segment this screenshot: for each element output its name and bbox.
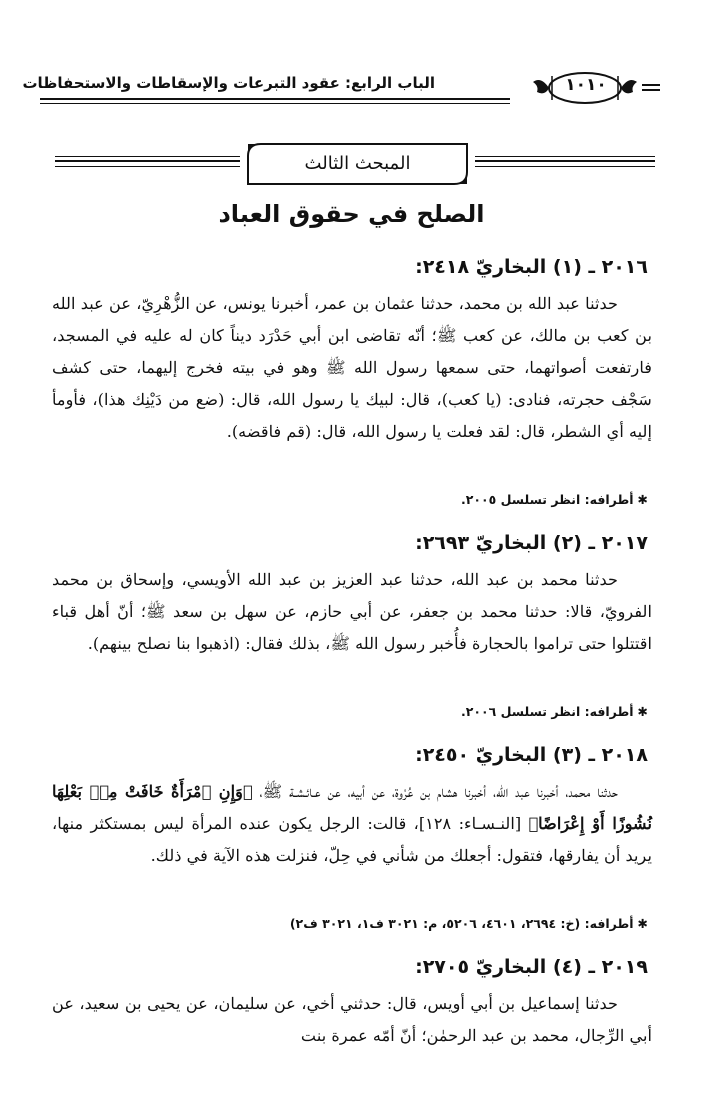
header-rule: [642, 89, 660, 91]
hadith-text: [52, 776, 652, 872]
page-number: ١٠١٠: [565, 75, 607, 95]
hadith-heading: ٢٠١٦ ـ (١) البخاريّ ٢٤١٨:: [415, 256, 648, 278]
hadith-text: [52, 288, 652, 448]
footnote-text: انظر تسلسل ٢٠٠٦.: [460, 704, 581, 719]
hadith-paragraph: حدثنا إسماعيل بن أبي أويس، قال: حدثني أخي، عن سليمان، عن يحيى بن سعيد، عن أبي الرِّجال، محمد بن عبد الرحمٰن؛ أنّ أمّه عمرة بنت: [52, 994, 652, 1045]
header-rule: [642, 84, 660, 86]
hadith-heading: ٢٠١٧ ـ (٢) البخاريّ ٢٦٩٣:: [415, 532, 648, 554]
footnote-label: أطرافه:: [584, 916, 634, 931]
header-rule: [40, 98, 510, 100]
section-heading: [55, 140, 655, 190]
hadith-text: [52, 988, 652, 1052]
hadith-text: [52, 564, 652, 660]
hadith-heading: ٢٠١٩ ـ (٤) البخاريّ ٢٧٠٥:: [415, 956, 648, 978]
footnote-label: أطرافه:: [584, 492, 634, 507]
heading-rule: [55, 166, 240, 167]
chapter-title: الصلح في حقوق العباد: [218, 200, 485, 228]
bullet-star-icon: ✱: [637, 704, 648, 719]
hadith-paragraph: حدثنا محمد بن عبد الله، حدثنا عبد العزيز بن عبد الله الأويسي، وإسحاق بن محمد الفرويّ، قالا: حدثنا محمد بن جعفر، عن أبي حازم، عن سهل بن سعد ﷺ؛ أنّ أهل قباء اقتتلوا حتى تراموا بالحجارة فأُخبر رسول الله ﷺ، بذلك فقال: (اذهبوا بنا نصلح بينهم).: [52, 570, 652, 653]
hadith-heading: ٢٠١٨ ـ (٣) البخاريّ ٢٤٥٠:: [415, 744, 648, 766]
heading-rule: [55, 156, 240, 157]
quran-verse: ﴿وَإِنِ ٱمْرَأَةٌ خَافَتْ مِنۢ بَعْلِهَا نُشُوزًا أَوْ إِعْرَاضًا﴾: [52, 782, 653, 833]
heading-rule: [475, 160, 655, 162]
section-label: المبحث الثالث: [304, 153, 411, 174]
hadith-paragraph: حدثنا عبد الله بن محمد، حدثنا عثمان بن عمر، أخبرنا يونس، عن الزُّهْرِيّ، عن عبد الله بن كعب بن مالك، عن كعب ﷺ؛ أنّه تقاضى ابن أبي حَدْرَد ديناً كان له عليه في المسجد، فارتفعت أصواتهما، حتى سمعها رسول الله ﷺ وهو في بيته فخرج إليهما، حتى كشف سَجْف حجرته، فنادى: (يا كعب)، قال: لبيك يا رسول الله، قال: (ضع من دَيْنِك هذا)، فأومأ إليه أي الشطر، قال: لقد فعلت يا رسول الله، قال: (قم فاقضه).: [52, 294, 652, 441]
footnote: [461, 704, 648, 719]
hadith-text-after: [النـسـاء: ١٢٨]، قالت: الرجل يكون عنده المرأة ليس بمستكثر منها، يريد أن يفارقها، فتقول: أجعلك من شأني في حِلّ، فنزلت هذه الآية في ذلك.: [52, 814, 652, 865]
heading-rule: [475, 156, 655, 157]
header-rule: [40, 103, 510, 104]
hadith-text-before: حدثنا محمد، أخبرنا عبد الله، أخبرنا هشام بن عُرْوة، عن أبيه، عن عـائـشـة ﷺ،: [252, 782, 618, 801]
heading-rule: [475, 166, 655, 167]
footnote-text: انظر تسلسل ٢٠٠٥.: [460, 492, 581, 507]
footnote-label: أطرافه:: [584, 704, 634, 719]
footnote: [461, 492, 648, 507]
hadith-paragraph: [52, 776, 652, 872]
heading-rule: [55, 160, 240, 162]
running-header: [22, 58, 660, 110]
footnote: [290, 916, 648, 931]
bullet-star-icon: ✱: [637, 916, 648, 931]
chapter-running-title: الباب الرابع: عقود التبرعات والإسقاطات والاستحفاظات: [22, 74, 435, 92]
footnote-text: (خ: ٢٦٩٤، ٤٦٠١، ٥٢٠٦، م: ٣٠٢١ ف١، ٣٠٢١ ف٢): [289, 916, 581, 931]
bullet-star-icon: ✱: [637, 492, 648, 507]
